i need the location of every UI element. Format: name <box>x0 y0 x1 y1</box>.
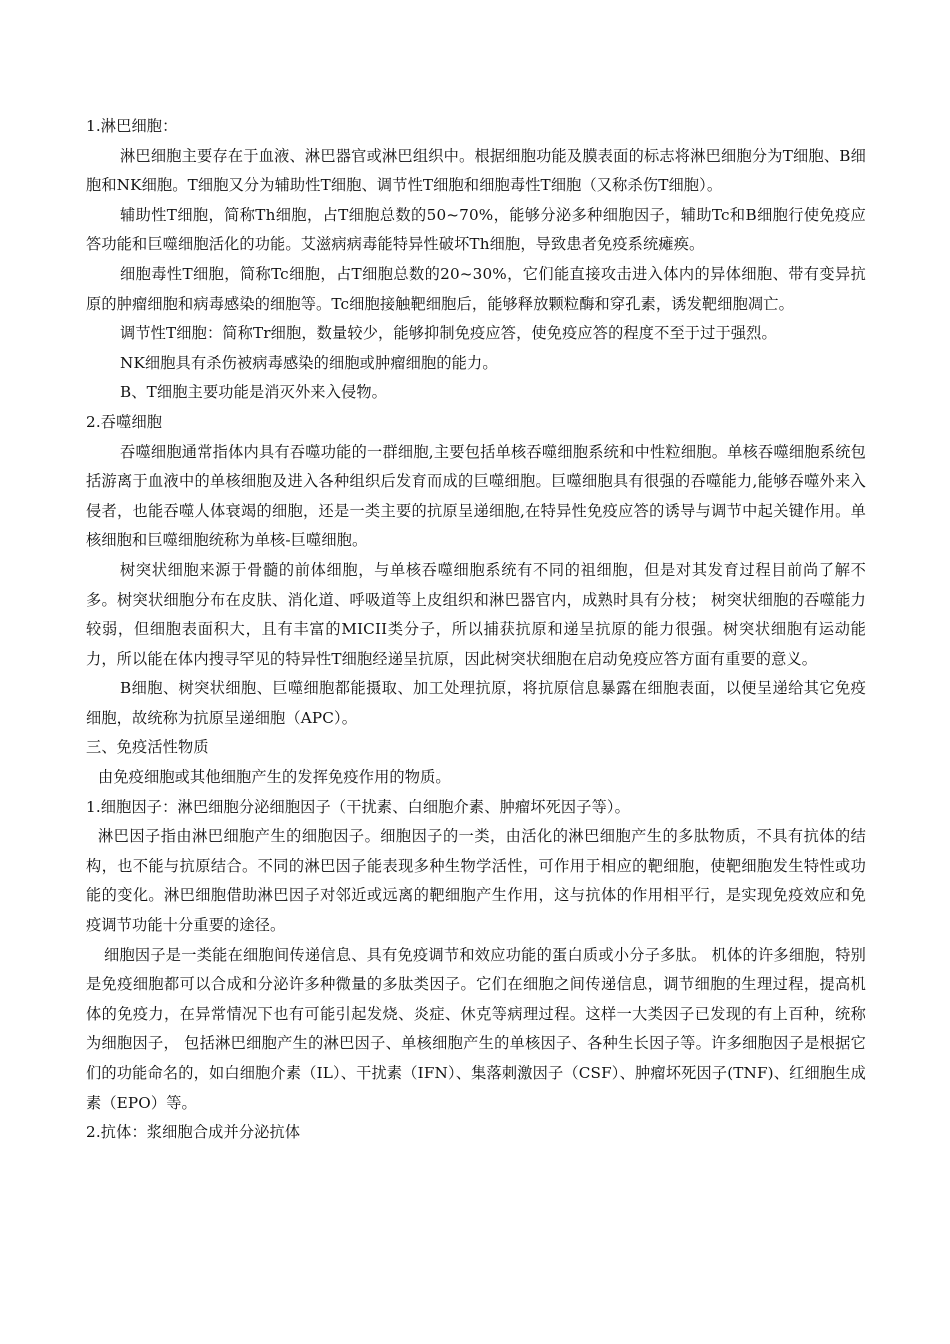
paragraph-cytokine-detail: 细胞因子是一类能在细胞间传递信息、具有免疫调节和效应功能的蛋白质或小分子多肽。 机体的许多细胞，特别是免疫细胞都可以合成和分泌许多种微量的多肽类因子。它们在细胞之间传递信息，调节细胞的生理过程，提高机体的免疫力，在异常情况下也有可能引起发烧、炎症、休克等病理过程。这样一大类因子已发现的有上百种，统称为细胞因子， 包括淋巴细胞产生的淋巴因子、单核细胞产生的单核因子、各种生长因子等。许多细胞因子是根据它们的功能命名的，如白细胞介素（IL）、干扰素（IFN）、集落刺激因子（CSF）、肿瘤坏死因子(TNF)、红细胞生成素（EPO）等。 <box>86 945 866 1112</box>
section-heading-antibody: 2.抗体：浆细胞合成并分泌抗体 <box>86 1123 301 1142</box>
paragraph-apc: B细胞、树突状细胞、巨噬细胞都能摄取、加工处理抗原，将抗原信息暴露在细胞表面，以便呈递给其它免疫细胞，故统称为抗原呈递细胞（APC）。 <box>86 679 866 727</box>
section-heading-phagocyte: 2.吞噬细胞 <box>86 412 163 431</box>
document-page <box>86 112 866 1148</box>
paragraph-immune-substances-definition: 由免疫细胞或其他细胞产生的发挥免疫作用的物质。 <box>98 768 451 787</box>
paragraph-nk-cell: NK细胞具有杀伤被病毒感染的细胞或肿瘤细胞的能力。 <box>120 353 498 372</box>
paragraph-lymphokine: 淋巴因子指由淋巴细胞产生的细胞因子。细胞因子的一类，由活化的淋巴细胞产生的多肽物质，不具有抗体的结构，也不能与抗原结合。不同的淋巴因子能表现多种生物学活性，可作用于相应的靶细胞，使靶细胞发生特性或功能的变化。淋巴细胞借助淋巴因子对邻近或远离的靶细胞产生作用，这与抗体的作用相平行，是实现免疫效应和免疫调节功能十分重要的途径。 <box>86 827 866 935</box>
paragraph-lymphocyte-intro: 淋巴细胞主要存在于血液、淋巴器官或淋巴组织中。根据细胞功能及膜表面的标志将淋巴细胞分为T细胞、B细胞和NK细胞。T细胞又分为辅助性T细胞、调节性T细胞和细胞毒性T细胞（又称杀伤T细胞）。 <box>86 146 866 195</box>
paragraph-cytotoxic-t-cell: 细胞毒性T细胞，简称Tc细胞，占T细胞总数的20~30%，它们能直接攻击进入体内的异体细胞、带有变异抗原的肿瘤细胞和病毒感染的细胞等。Tc细胞接触靶细胞后，能够释放颗粒酶和穿孔素，诱发靶细胞凋亡。 <box>86 264 866 313</box>
section-heading-cytokine: 1.细胞因子：淋巴细胞分泌细胞因子（干扰素、白细胞介素、肿瘤坏死因子等）。 <box>86 797 631 816</box>
section-heading-lymphocyte: 1.淋巴细胞： <box>86 117 178 135</box>
paragraph-bt-cell-function: B、T细胞主要功能是消灭外来入侵物。 <box>120 383 387 402</box>
paragraph-dendritic-cell: 树突状细胞来源于骨髓的前体细胞，与单核吞噬细胞系统有不同的祖细胞，但是对其发育过程目前尚了解不多。树突状细胞分布在皮肤、消化道、呼吸道等上皮组织和淋巴器官内，成熟时具有分枝； 树突状细胞的吞噬能力较弱，但细胞表面积大，且有丰富的MICII类分子，所以捕获抗原和递呈抗原的能力很强。树突状细胞有运动能力，所以能在体内搜寻罕见的特异性T细胞经递呈抗原，因此树突状细胞在启动免疫应答方面有重要的意义。 <box>86 560 866 668</box>
section-heading-immune-active-substances: 三、免疫活性物质 <box>86 738 209 757</box>
paragraph-regulatory-t-cell: 调节性T细胞：简称Tr细胞，数量较少，能够抑制免疫应答，使免疫应答的程度不至于过于强烈。 <box>120 324 777 343</box>
paragraph-phagocyte-intro: 吞噬细胞通常指体内具有吞噬功能的一群细胞,主要包括单核吞噬细胞系统和中性粒细胞。单核吞噬细胞系统包括游离于血液中的单核细胞及进入各种组织后发育而成的巨噬细胞。巨噬细胞具有很强的吞噬能力,能够吞噬外来入侵者，也能吞噬人体衰竭的细胞，还是一类主要的抗原呈递细胞,在特异性免疫应答的诱导与调节中起关键作用。单核细胞和巨噬细胞统称为单核-巨噬细胞。 <box>86 442 866 550</box>
paragraph-helper-t-cell: 辅助性T细胞，简称Th细胞，占T细胞总数的50~70%，能够分泌多种细胞因子，辅助Tc和B细胞行使免疫应答功能和巨噬细胞活化的功能。艾滋病病毒能特异性破坏Th细胞，导致患者免疫系统瘫痪。 <box>86 205 866 254</box>
